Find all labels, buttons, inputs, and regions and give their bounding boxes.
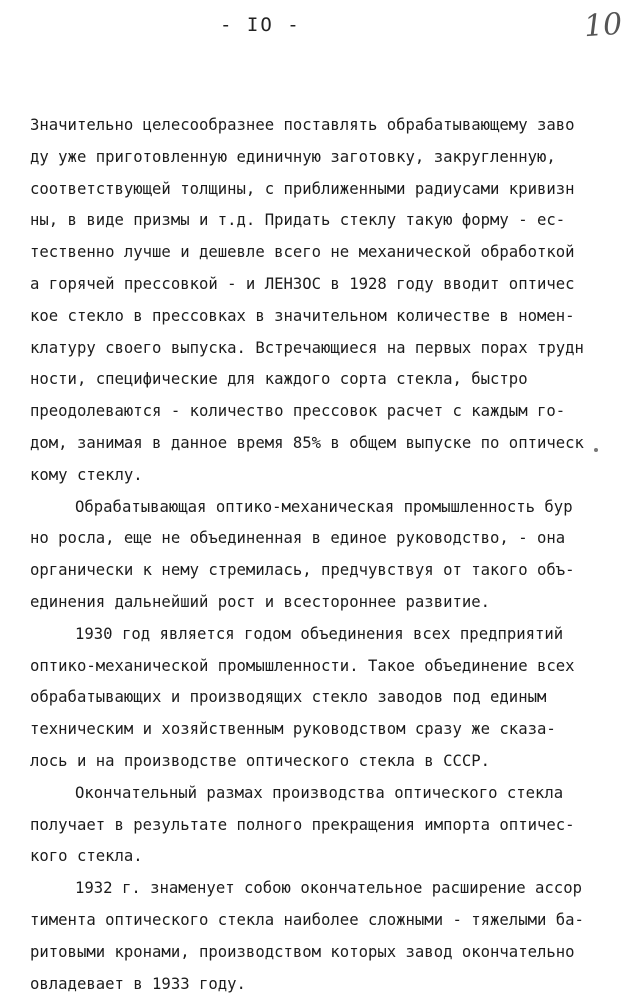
text-line: ности, специфические для каждого сорта стекла, быстро	[30, 370, 528, 389]
text-line: техническим и хозяйственным руководством сразу же сказа-	[30, 720, 556, 739]
paragraph-first-line: Окончательный размах производства оптического стекла	[75, 783, 564, 802]
paragraph-first-line: 1932 г. знаменует собою окончательное расширение ассор	[75, 879, 582, 898]
text-line: тимента оптического стекла наиболее сложными - тяжелыми ба-	[30, 910, 584, 929]
text-line: кому стеклу.	[30, 465, 143, 484]
text-line: Значительно целесообразнее поставлять обрабатывающему заво	[30, 116, 575, 134]
text-line: овладевает в 1933 году.	[30, 974, 246, 993]
text-line: получает в результате полного прекращения импорта оптичес-	[30, 815, 575, 834]
text-line: кого стекла.	[30, 847, 143, 866]
text-line: ритовыми кронами, производством которых завод окончательно	[30, 942, 575, 961]
page-number: - IO -	[220, 14, 301, 36]
text-line: дом, занимая в данное время 85% в общем выпуске по оптическ	[30, 433, 584, 452]
text-line: клатуру своего выпуска. Встречающиеся на первых порах трудн	[30, 338, 584, 357]
paragraph-first-line: 1930 год является годом объединения всех предприятий	[75, 624, 564, 643]
text-line: тественно лучше и дешевле всего не механической обработкой	[30, 243, 575, 262]
body-text	[30, 110, 641, 1000]
paragraph-first-line: Обрабатывающая оптико-механическая промышленность бур	[75, 497, 573, 516]
text-line: соответствующей толщины, с приближенными радиусами кривизн	[30, 179, 575, 198]
margin-dot-mark	[594, 448, 598, 452]
text-line: обрабатывающих и производящих стекло заводов под единым	[30, 688, 547, 707]
text-line: оптико-механической промышленности. Такое объединение всех	[30, 656, 575, 675]
text-line: а горячей прессовкой - и ЛЕНЗОС в 1928 году вводит оптичес	[30, 274, 575, 293]
text-line: ны, в виде призмы и т.д. Придать стеклу такую форму - ес-	[30, 211, 566, 230]
text-line: единения дальнейший рост и всестороннее развитие.	[30, 592, 491, 611]
handwritten-page-number: 10	[582, 6, 624, 45]
text-line: лось и на производстве оптического стекла в СССР.	[30, 751, 491, 770]
text-line: органически к нему стремилась, предчувствуя от такого объ-	[30, 561, 575, 580]
text-line: преодолеваются - количество прессовок расчет с каждым го-	[30, 402, 566, 421]
text-line: но росла, еще не объединенная в единое руководство, - она	[30, 529, 566, 548]
text-line: ду уже приготовленную единичную заготовку, закругленную,	[30, 147, 556, 166]
text-line: кое стекло в прессовках в значительном количестве в номен-	[30, 306, 575, 325]
